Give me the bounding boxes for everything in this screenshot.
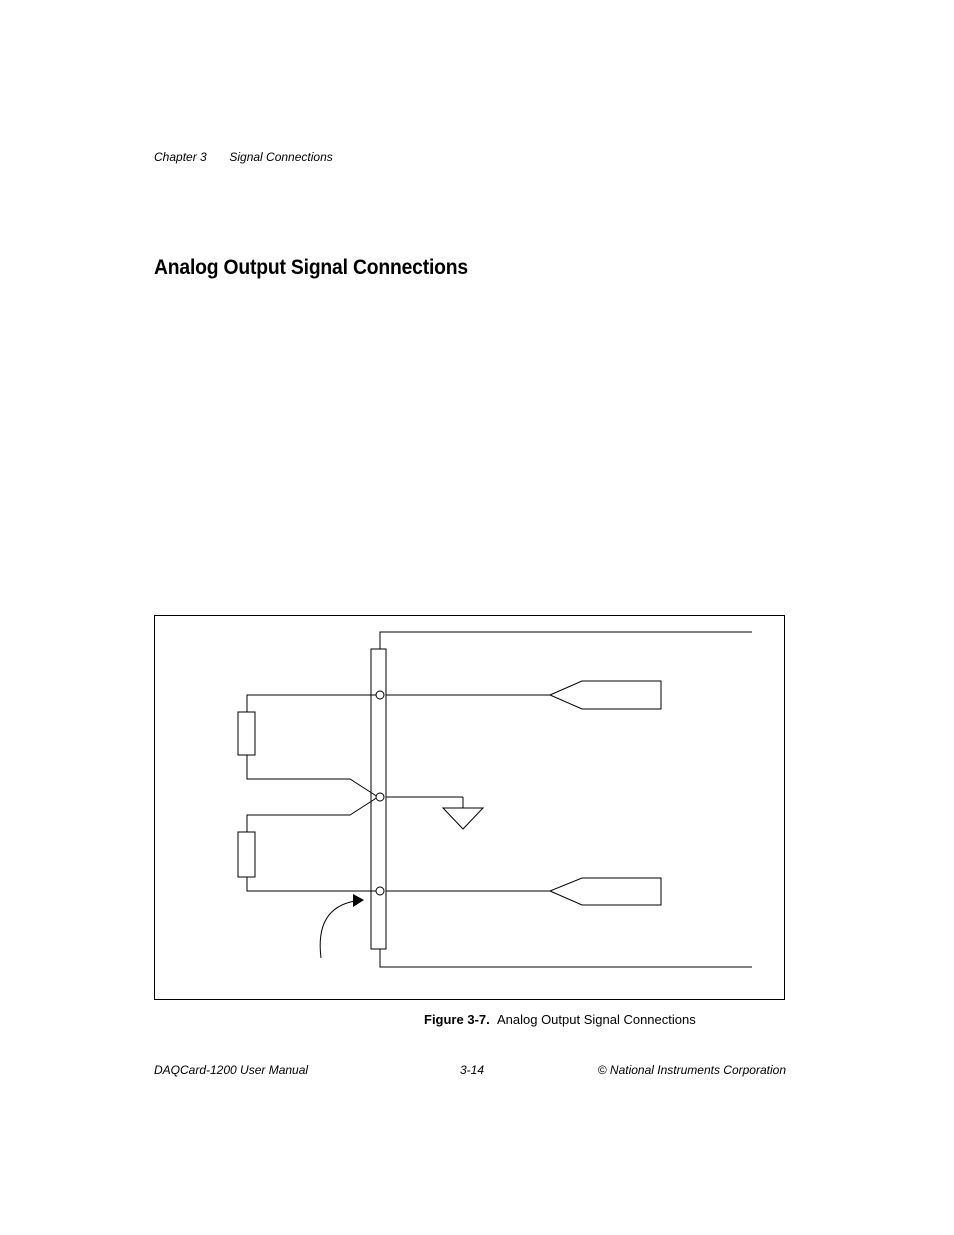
terminal-agnd xyxy=(376,793,384,801)
figure-caption xyxy=(424,1012,696,1027)
load1-resistor xyxy=(238,712,255,755)
dac1-buffer-symbol xyxy=(550,878,661,905)
section-label: Signal Connections xyxy=(229,150,333,164)
terminal-dac0 xyxy=(376,691,384,699)
section-heading: Analog Output Signal Connections xyxy=(154,256,468,279)
card-boundary-top xyxy=(380,632,752,649)
dac0-buffer-symbol xyxy=(550,681,661,709)
running-header xyxy=(154,150,333,164)
connector-pointer-arrow xyxy=(320,901,355,958)
load1-bottom-wire xyxy=(247,755,378,797)
arrow-head xyxy=(353,894,364,907)
circuit-diagram xyxy=(155,616,786,1001)
chapter-label: Chapter 3 xyxy=(154,150,207,164)
load2-resistor xyxy=(238,832,255,877)
figure-label: Figure 3-7. xyxy=(424,1012,490,1027)
card-boundary-bottom xyxy=(380,949,752,967)
load1-top-wire xyxy=(247,695,378,712)
terminal-dac1 xyxy=(376,887,384,895)
load2-bottom-wire xyxy=(247,877,378,891)
footer-copyright: © National Instruments Corporation xyxy=(597,1063,786,1077)
footer-page-number: 3-14 xyxy=(460,1063,485,1077)
figure-caption-text: Analog Output Signal Connections xyxy=(496,1012,696,1027)
ground-symbol xyxy=(443,808,483,829)
load2-top-wire xyxy=(247,797,378,832)
figure-diagram xyxy=(154,615,785,1000)
footer-manual-title: DAQCard-1200 User Manual xyxy=(154,1063,309,1077)
